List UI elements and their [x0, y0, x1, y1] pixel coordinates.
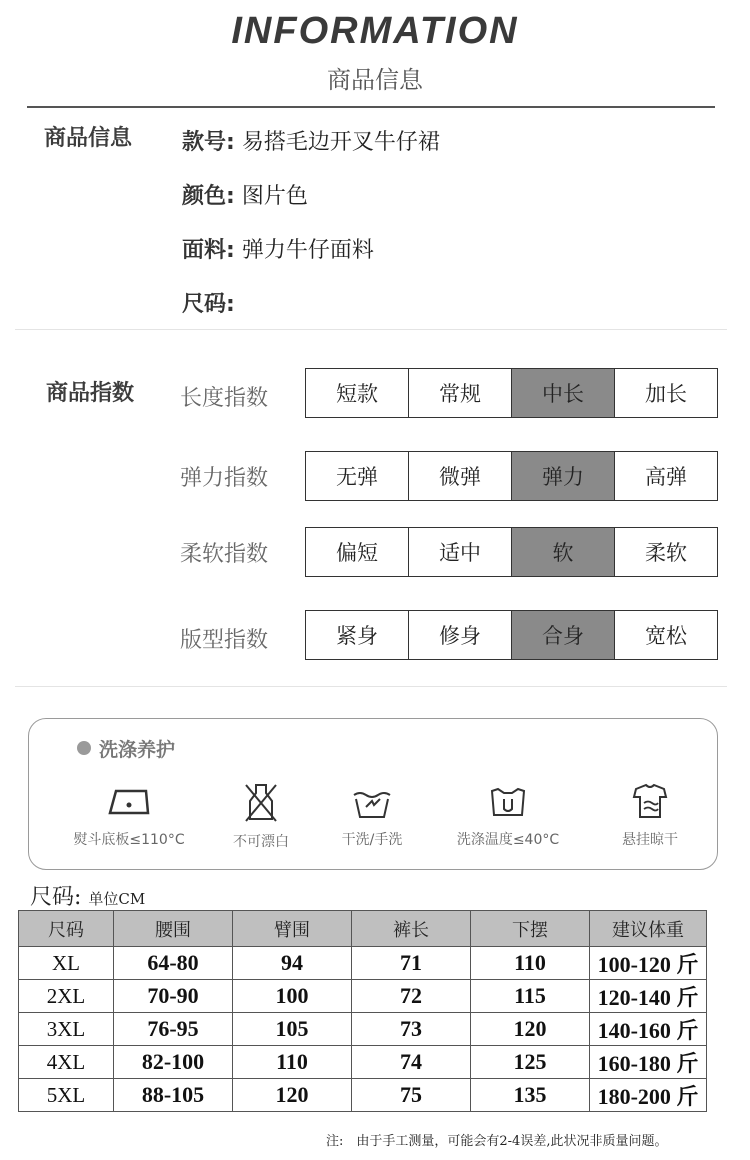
index-grid-fit [305, 610, 718, 660]
index-option: 常规 [409, 369, 512, 417]
page-title: INFORMATION [231, 10, 519, 52]
page-subtitle: 商品信息 [327, 66, 423, 94]
iron-icon [106, 781, 152, 821]
index-label-fit: 版型指数 [180, 628, 269, 653]
index-option: 修身 [409, 611, 512, 659]
info-row-size [182, 287, 235, 318]
table-cell: XL [19, 947, 114, 980]
table-row [19, 1013, 707, 1046]
table-cell: 110 [233, 1046, 352, 1079]
size-table [18, 910, 707, 1112]
table-cell: 135 [471, 1079, 590, 1112]
care-item-iron [54, 781, 204, 849]
table-cell: 115 [471, 980, 590, 1013]
care-item-hand-wash [297, 781, 447, 849]
table-cell: 74 [352, 1046, 471, 1079]
table-cell: 100-120 斤 [590, 947, 707, 980]
column-header: 下摆 [471, 911, 590, 947]
table-header-row [19, 911, 707, 947]
table-cell: 71 [352, 947, 471, 980]
info-row-color [182, 179, 308, 210]
size-title [30, 880, 145, 911]
index-grid-elasticity [305, 451, 718, 501]
column-header: 裤长 [352, 911, 471, 947]
table-cell: 75 [352, 1079, 471, 1112]
table-cell: 105 [233, 1013, 352, 1046]
info-row-fabric [182, 233, 374, 264]
column-header: 腰围 [114, 911, 233, 947]
index-option-selected: 软 [512, 528, 615, 576]
index-option: 宽松 [645, 624, 687, 648]
table-cell: 110 [471, 947, 590, 980]
care-caption: 干洗/手洗 [341, 832, 403, 848]
section-divider [15, 329, 727, 330]
info-key: 颜色: [182, 184, 235, 209]
index-label-elasticity: 弹力指数 [180, 466, 269, 491]
index-option-selected: 合身 [512, 611, 615, 659]
table-row [19, 1079, 707, 1112]
info-key: 面料: [182, 238, 235, 263]
table-cell: 64-80 [114, 947, 233, 980]
index-grid-length [305, 368, 718, 418]
care-item-wash-temp [433, 781, 583, 849]
index-option: 短款 [306, 369, 409, 417]
index-option: 柔软 [645, 541, 687, 565]
care-item-hang-dry [575, 781, 725, 849]
care-caption: 熨斗底板≤110°C [73, 832, 185, 848]
table-cell: 2XL [19, 980, 114, 1013]
table-row [19, 980, 707, 1013]
table-cell: 72 [352, 980, 471, 1013]
index-option: 高弹 [645, 465, 687, 489]
table-cell: 76-95 [114, 1013, 233, 1046]
table-cell: 180-200 斤 [590, 1079, 707, 1112]
info-value: 易搭毛边开叉牛仔裙 [241, 130, 440, 155]
index-option: 微弹 [409, 452, 512, 500]
index-option: 紧身 [306, 611, 409, 659]
table-cell: 100 [233, 980, 352, 1013]
info-row-style [182, 125, 440, 156]
care-caption: 不可漂白 [233, 834, 289, 850]
info-key: 尺码: [182, 292, 235, 317]
table-cell: 4XL [19, 1046, 114, 1079]
index-option: 加长 [645, 382, 687, 406]
index-option-selected: 弹力 [512, 452, 615, 500]
column-header: 建议体重 [590, 911, 707, 947]
index-option-selected: 中长 [512, 369, 615, 417]
size-unit: 单位CM [88, 890, 146, 908]
info-key: 款号: [182, 130, 235, 155]
care-panel [28, 718, 718, 870]
index-option: 适中 [409, 528, 512, 576]
table-cell: 73 [352, 1013, 471, 1046]
table-cell: 140-160 斤 [590, 1013, 707, 1046]
table-cell: 125 [471, 1046, 590, 1079]
table-cell: 160-180 斤 [590, 1046, 707, 1079]
table-cell: 120 [233, 1079, 352, 1112]
table-cell: 5XL [19, 1079, 114, 1112]
care-caption: 洗涤温度≤40°C [456, 832, 560, 848]
table-cell: 120-140 斤 [590, 980, 707, 1013]
table-cell: 88-105 [114, 1079, 233, 1112]
product-info-label: 商品信息 [44, 126, 133, 151]
table-cell: 70-90 [114, 980, 233, 1013]
table-cell: 82-100 [114, 1046, 233, 1079]
index-option: 无弹 [306, 452, 409, 500]
hang-dry-icon [628, 781, 672, 821]
index-option: 偏短 [306, 528, 409, 576]
header-divider [27, 106, 715, 108]
index-label-softness: 柔软指数 [180, 542, 269, 567]
info-value: 图片色 [241, 184, 308, 209]
hand-wash-icon [350, 781, 394, 821]
column-header: 臂围 [233, 911, 352, 947]
bullet-icon [77, 741, 91, 755]
wash-temp-icon [486, 781, 530, 821]
care-caption: 悬挂晾干 [622, 832, 678, 848]
care-title: 洗涤养护 [99, 739, 176, 761]
table-row [19, 947, 707, 980]
size-title-label: 尺码: [30, 885, 82, 910]
index-label-length: 长度指数 [180, 386, 269, 411]
column-header: 尺码 [19, 911, 114, 947]
measurement-note: 注: 由于手工测量，可能会有2-4误差,此状况非质量问题。 [326, 1134, 668, 1149]
section-divider [15, 686, 727, 687]
table-cell: 3XL [19, 1013, 114, 1046]
no-bleach-icon [241, 781, 281, 823]
table-cell: 120 [471, 1013, 590, 1046]
index-grid-softness [305, 527, 718, 577]
indices-label: 商品指数 [46, 381, 135, 406]
table-cell: 94 [233, 947, 352, 980]
table-row [19, 1046, 707, 1079]
info-value: 弹力牛仔面料 [241, 238, 374, 263]
